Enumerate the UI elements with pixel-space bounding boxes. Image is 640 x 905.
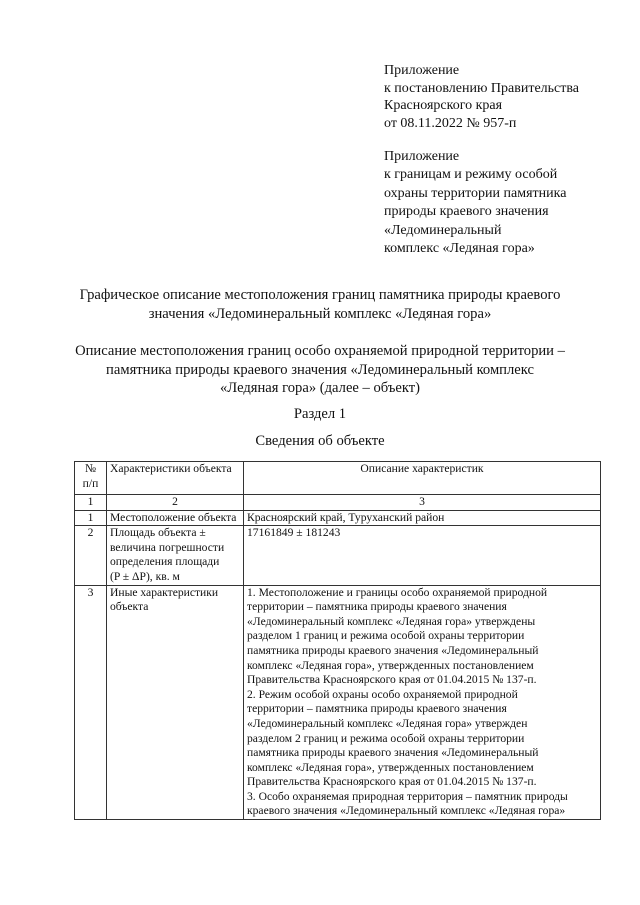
table-header-row [75,462,601,495]
appendix-line: к границам и режиму особой [384,167,558,183]
cell-line: «Ледоминеральный комплекс «Ледяная гора» утверждены [247,614,536,628]
cell-line: Местоположение объекта [110,510,237,524]
cell-line: Правительства Красноярского края от 01.04.2015 № 137-п. [247,673,537,687]
title-line: «Ледяная гора» (далее – объект) [219,380,421,396]
appendix-line: природы краевого значения [384,204,549,220]
cell-line: Иные характеристики [110,585,219,599]
section-heading: Раздел 1 [293,406,347,422]
cell-line: Правительства Красноярского края от 01.04.2015 № 137-п. [247,775,537,789]
appendix-line: охраны территории памятника [384,185,567,201]
header-characteristic-cell: Характеристики объекта [107,462,244,495]
table-row [75,510,601,526]
boundary-description-title [0,342,640,398]
appendix-line: комплекс «Ледяная гора» [384,241,535,257]
cell-line: памятника природы краевого значения «Ледоминеральный [247,746,539,760]
header-num-cell [75,462,107,495]
cell-line: объекта [110,600,149,614]
appendix-line: Приложение [384,63,460,78]
cell-line: Красноярский край, Туруханский район [247,510,445,524]
cell-line: краевого значения «Ледоминеральный комплекс «Ледяная гора» [247,804,566,818]
row-description-cell [244,526,601,585]
table-index-row [75,495,601,511]
row-num-cell: 2 [75,526,107,585]
table-row [75,526,601,585]
header-num-line: № [84,462,97,475]
cell-line: комплекс «Ледяная гора», утвержденных постановлением [247,760,534,774]
row-description-cell [244,510,601,526]
row-characteristic-cell [107,585,244,820]
index-cell: 2 [107,495,244,511]
appendix-protection-rules [384,148,566,258]
cell-line: величина погрешности [110,540,225,554]
row-num-cell: 1 [75,510,107,526]
cell-line: территории – памятника природы краевого значения [247,702,507,716]
appendix-line: Красноярского края [384,98,503,113]
cell-line: территории – памятника природы краевого значения [247,600,507,614]
title-line: памятника природы краевого значения «Ледоминеральный комплекс [106,361,534,378]
cell-line: 3. Особо охраняемая природная территория – памятник природы [247,789,568,803]
appendix-line: от 08.11.2022 № 957-п [384,115,517,131]
cell-line: «Ледоминеральный комплекс «Ледяная гора» утвержден [247,716,528,730]
cell-line: 1. Местоположение и границы особо охраняемой природной [247,585,548,599]
appendix-government-decree [384,62,579,132]
graphic-description-title [0,286,640,324]
header-num-line: п/п [82,476,99,490]
title-line: значения «Ледоминеральный комплекс «Ледяная гора» [148,306,492,322]
index-cell: 1 [75,495,107,511]
title-line: Графическое описание местоположения границ памятника природы краевого [79,287,561,303]
cell-line: (P ± ΔP), кв. м [110,569,180,583]
cell-line: 2. Режим особой охраны особо охраняемой природной [247,687,518,701]
cell-line: разделом 1 границ и режима особой охраны территории [247,629,525,643]
header-description-cell: Описание характеристик [244,462,601,495]
cell-line: определения площади [110,555,220,569]
row-num-cell: 3 [75,585,107,820]
appendix-line: Приложение [384,149,460,164]
cell-line: комплекс «Ледяная гора», утвержденных постановлением [247,658,534,672]
table-row [75,585,601,820]
cell-line: 17161849 ± 181243 [247,526,341,540]
row-characteristic-cell [107,526,244,585]
title-line: Описание местоположения границ особо охраняемой природной территории – [75,343,565,359]
row-description-cell [244,585,601,820]
appendix-line: «Ледоминеральный [384,222,502,238]
section-subtitle: Сведения об объекте [255,433,385,449]
index-cell: 3 [244,495,601,511]
object-info-table [74,461,601,820]
cell-line: разделом 2 границ и режима особой охраны территории [247,731,525,745]
appendix-line: к постановлению Правительства [384,80,580,96]
cell-line: Площадь объекта ± [110,526,206,540]
cell-line: памятника природы краевого значения «Ледоминеральный [247,643,539,657]
row-characteristic-cell [107,510,244,526]
